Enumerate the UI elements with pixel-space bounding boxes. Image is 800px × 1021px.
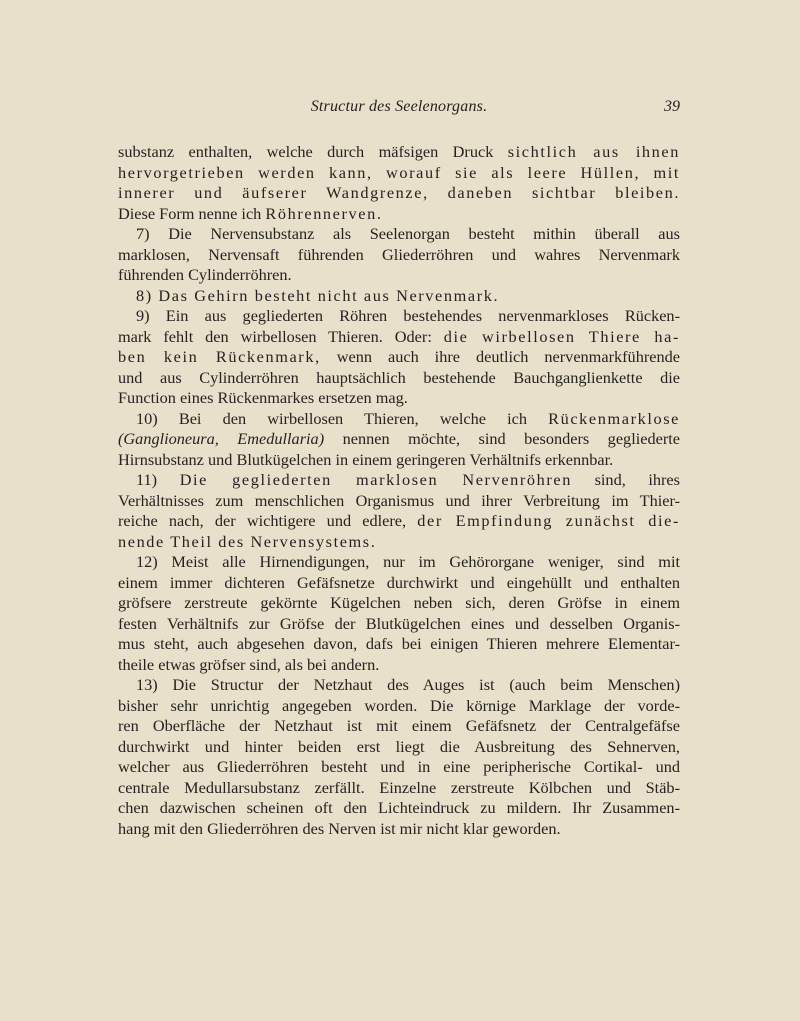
text-line: Diese Form nenne ich Röhrennerven. xyxy=(118,203,383,223)
text-line: ben kein Rückenmark, wenn auch ihre deutlich nervenmarkführende xyxy=(118,347,680,366)
paragraph-10-start: 10) Bei den wirbellosen Thieren, welche ich Rückenmarklose xyxy=(136,408,680,428)
paragraph-13-start: 13) Die Structur der Netzhaut des Auges ist (auch beim Menschen) xyxy=(136,675,680,694)
text-line: theile etwas gröfser sind, als bei andern. xyxy=(118,654,380,674)
spaced-text: Die gegliederten marklosen Nervenröhren xyxy=(179,470,572,489)
paragraph-7-start: 7) Die Nervensubstanz als Seelenorgan besteht mithin überall aus xyxy=(136,224,680,243)
spaced-text: Röhrennerven. xyxy=(265,203,383,223)
text-line: substanz enthalten, welche durch mäfsigen Druck sichtlich aus ihnen xyxy=(118,142,680,161)
spaced-text: Rückenmarklose xyxy=(548,408,680,428)
text-line: bisher sehr unrichtig angegeben worden. Die körnige Marklage der vorde- xyxy=(118,695,680,715)
text-line: reiche nach, der wichtigere und edlere, der Empfindung zunächst die- xyxy=(118,511,680,530)
text-line: und aus Cylinderröhren hauptsächlich bestehende Bauchganglienkette die xyxy=(118,367,680,387)
text-line: Function eines Rückenmarkes ersetzen mag. xyxy=(118,388,408,407)
text-line: gröfsere zerstreute gekörnte Kügelchen neben sich, deren Gröfse in einem xyxy=(118,593,680,612)
page-number: 39 xyxy=(664,98,680,115)
paragraph-8: 8) Das Gehirn besteht nicht aus Nervenmark. xyxy=(136,285,500,305)
text-line: (Ganglioneura, Emedullaria) nennen möchte, sind besonders gegliederte xyxy=(118,429,680,448)
text-line: chen dazwischen scheinen oft den Lichteindruck zu mildern. Ihr Zusammen- xyxy=(118,798,680,817)
text-line: Hirnsubstanz und Blutkügelchen in einem geringeren Verhältnifs erkennbar. xyxy=(118,449,614,469)
text-line: hang mit den Gliederröhren des Nerven ist mir nicht klar geworden. xyxy=(118,818,561,838)
text-line: einem immer dichteren Gefäfsnetze durchwirkt und eingehüllt und enthalten xyxy=(118,572,680,592)
running-title: Structur des Seelenorgans. xyxy=(310,98,488,115)
spaced-text: die wirbellosen Thiere ha- xyxy=(443,326,680,346)
text-line: führenden Cylinderröhren. xyxy=(118,265,292,284)
text-line: welcher aus Gliederröhren besteht und in eine peripherische Cortikal- und xyxy=(118,757,680,776)
spaced-text: der Empfindung zunächst die- xyxy=(417,511,680,530)
italic-taxon-names: (Ganglioneura, Emedullaria) xyxy=(118,429,325,448)
spaced-text-line: hervorgetrieben werden kann, worauf sie als leere Hüllen, mit xyxy=(118,162,680,182)
body-text xyxy=(118,142,680,839)
paragraph-12-start: 12) Meist alle Hirnendigungen, nur im Gehörorgane weniger, sind mit xyxy=(136,552,680,571)
text-line: Verhältnisses zum menschlichen Organismus und ihrer Verbreitung im Thier- xyxy=(118,490,680,510)
text-line: mus steht, auch abgesehen davon, dafs bei einigen Thieren mehrere Elementar- xyxy=(118,634,680,653)
text-line: ren Oberfläche der Netzhaut ist mit einem Gefäfsnetz der Centralgefäfse xyxy=(118,716,680,735)
text-line: mark fehlt den wirbellosen Thieren. Oder: die wirbellosen Thiere ha- xyxy=(118,326,680,346)
page-header xyxy=(118,98,680,122)
text-line: festen Verhältnifs zur Gröfse der Blutkügelchen eines und desselben Organis- xyxy=(118,613,680,633)
text-line: durchwirkt und hinter beiden erst liegt die Ausbreitung des Sehnerven, xyxy=(118,736,680,756)
text-line: marklosen, Nervensaft führenden Gliederröhren und wahres Nervenmark xyxy=(118,244,680,264)
spaced-text-line: nende Theil des Nervensystems. xyxy=(118,531,377,551)
spaced-text: ben kein Rückenmark, xyxy=(118,347,321,366)
spaced-text-line: innerer und äufserer Wandgrenze, daneben sichtbar bleiben. xyxy=(118,183,680,202)
paragraph-11-start: 11) Die gegliederten marklosen Nervenröhren sind, ihres xyxy=(136,470,680,489)
text-line: centrale Medullarsubstanz zerfällt. Einzelne zerstreute Kölbchen und Stäb- xyxy=(118,777,680,797)
paragraph-9-start: 9) Ein aus gegliederten Röhren bestehendes nervenmarkloses Rücken- xyxy=(136,306,680,325)
spaced-text: sichtlich aus ihnen xyxy=(507,142,680,161)
